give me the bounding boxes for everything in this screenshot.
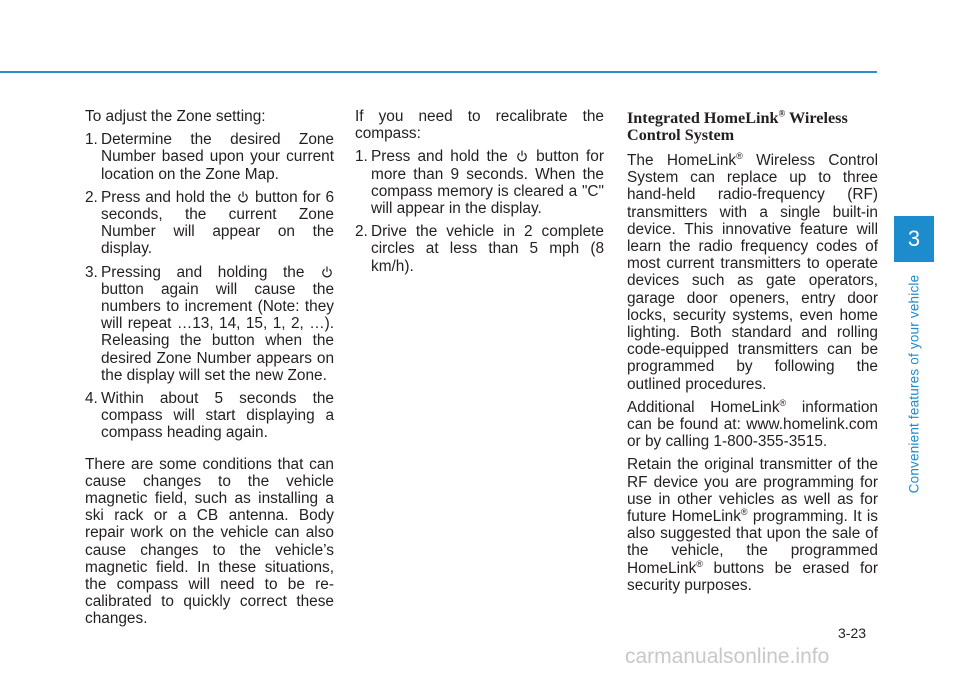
homelink-paragraph-3: Retain the original transmitter of the RF device you are programming for use in other vehicles as well as for future HomeLink® programming. It is also suggested that upon the sale of the vehicle, the programmed HomeLink® buttons be erased for security purposes. [627, 456, 878, 594]
chapter-number: 3 [907, 226, 921, 251]
recalibrate-step-2: 2. Drive the vehicle in 2 complete circles at less than 5 mph (8 km/h). [355, 223, 604, 275]
header-rule [0, 71, 877, 73]
magnetic-field-paragraph: There are some conditions that can cause changes to the vehicle magnetic field, such as installing a ski rack or a CB antenna. Body repair work on the vehicle can also cause changes to the vehicle’s magnetic field. In these situations, the compass will need to be re-calibrated to quickly correct these changes. [85, 455, 334, 628]
recalibrate-steps [355, 148, 604, 274]
column-middle [355, 108, 604, 281]
power-button-icon [321, 265, 333, 278]
column-right [627, 108, 878, 600]
recalibrate-step-1: 1. Press and hold the button for more than 9 seconds. When the compass memory is cleared a "C" will appear in the display. [355, 148, 604, 218]
zone-step-3: 3. Pressing and holding the button again will cause the numbers to increment (Note: they will repeat …13, 14, 15, 1, 2, …). Releasing the button when the desired Zone Number appears on the display will set the new Zone. [85, 263, 334, 384]
chapter-tab [894, 216, 934, 262]
zone-step-1: 1. Determine the desired Zone Number based upon your current location on the Zone Map. [85, 131, 334, 183]
homelink-paragraph-2: Additional HomeLink® information can be found at: www.homelink.com or by calling 1-800-355-3515. [627, 397, 878, 451]
watermark: carmanualsonline.info [625, 645, 830, 668]
chapter-title: Convenient features of your vehicle [906, 274, 922, 494]
chapter-title-vertical [894, 264, 934, 504]
power-button-icon [516, 149, 528, 162]
zone-step-2: 2. Press and hold the button for 6 seconds, the current Zone Number will appear on the display. [85, 188, 335, 258]
page-number: 3-23 [838, 625, 867, 641]
zone-intro: To adjust the Zone setting: [85, 108, 266, 125]
zone-steps [85, 131, 334, 441]
homelink-heading: Integrated HomeLink® Wireless Control System [627, 108, 848, 144]
column-left [85, 108, 334, 634]
recalibrate-intro: If you need to recalibrate the compass: [355, 108, 604, 143]
zone-step-4: 4. Within about 5 seconds the compass will start displaying a compass heading again. [85, 390, 334, 442]
homelink-paragraph-1: The HomeLink® Wireless Control System can replace up to three hand-held radio-frequency (RF) transmitters with a single built-in device. This innovative feature will learn the radio frequency codes of most current transmitters to operate devices such as gate operators, garage door openers, entry door locks, security systems, even home lighting. Both standard and rolling code-equipped transmitters can be programmed by following the outlined procedures. [627, 150, 878, 393]
power-button-icon [237, 190, 249, 203]
